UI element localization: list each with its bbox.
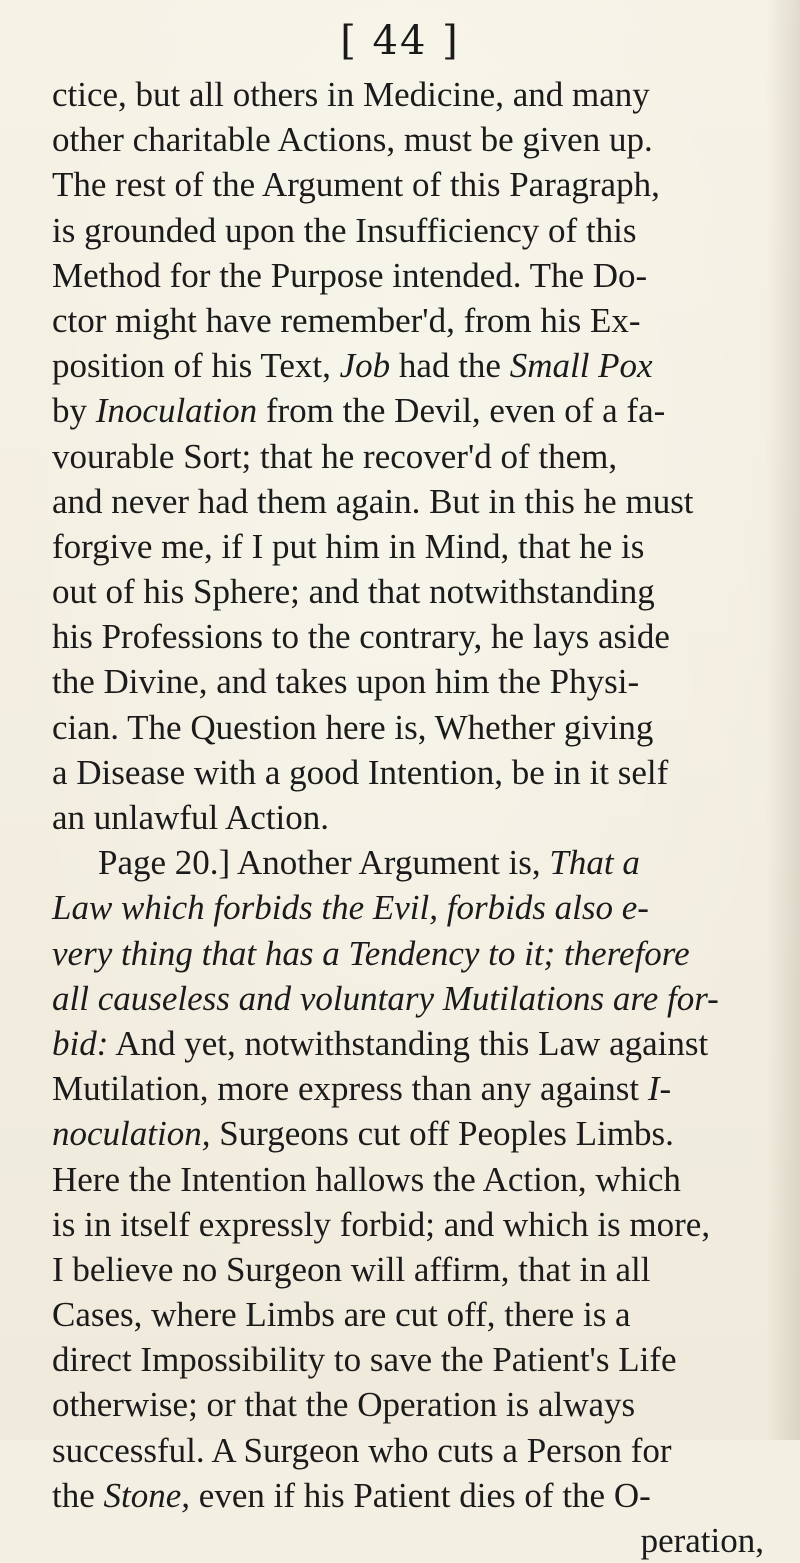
italic-text: noculation,	[52, 1114, 211, 1154]
text-line: very thing that has a Tendency to it; therefore	[52, 933, 690, 973]
italic-text: bid:	[52, 1023, 109, 1063]
text-line: ctice, but all others in Medicine, and many	[52, 75, 650, 114]
text-line: cian. The Question here is, Whether giving	[52, 707, 654, 747]
italic-text: I-	[647, 1069, 672, 1109]
text-segment: Mutilation, more express than any against	[52, 1069, 640, 1109]
text-segment: had the	[398, 346, 501, 386]
text-line: Method for the Purpose intended. The Do-	[52, 255, 648, 295]
text-line	[52, 343, 794, 388]
italic-text: That a	[549, 843, 640, 883]
text-line: is in itself expressly forbid; and which is more,	[52, 1204, 711, 1244]
text-line: ctor might have remember'd, from his Ex-	[52, 300, 641, 340]
text-line: Cases, where Limbs are cut off, there is a	[52, 1295, 631, 1335]
italic-text: Inoculation	[95, 391, 258, 431]
text-line: is grounded upon the Insufficiency of this	[52, 210, 637, 250]
text-line: The rest of the Argument of this Paragraph,	[52, 165, 660, 205]
page-number: [ 44 ]	[340, 18, 460, 64]
text-line: Law which forbids the Evil, forbids also e-	[52, 888, 649, 928]
text-line: and never had them again. But in this he must	[52, 481, 694, 521]
text-segment: even if his Patient dies of the O-	[198, 1475, 651, 1515]
text-segment: position of his Text,	[52, 346, 331, 386]
text-segment: from the Devil, even of a fa-	[265, 391, 666, 431]
text-line	[52, 1021, 794, 1066]
text-line: I believe no Surgeon will affirm, that in all	[52, 1249, 651, 1289]
text-line	[52, 1473, 794, 1518]
text-line: direct Impossibility to save the Patient's Life	[52, 1340, 677, 1380]
text-line: vourable Sort; that he recover'd of them,	[52, 436, 618, 476]
text-segment: by	[52, 391, 87, 431]
text-line: out of his Sphere; and that notwithstanding	[52, 572, 655, 612]
italic-text: Small Pox	[509, 346, 653, 386]
text-line: other charitable Actions, must be given up.	[52, 120, 653, 160]
text-line: his Professions to the contrary, he lays aside	[52, 617, 670, 657]
text-line: Here the Intention hallows the Action, which	[52, 1159, 681, 1199]
text-segment: Surgeons cut off Peoples Limbs.	[219, 1114, 674, 1154]
text-segment: And yet, notwithstanding this Law against	[115, 1023, 709, 1063]
text-line: an unlawful Action.	[52, 798, 330, 837]
text-segment: the	[52, 1475, 95, 1515]
text-line: all causeless and voluntary Mutilations are for-	[52, 978, 719, 1018]
text-segment: Page 20.] Another Argument is,	[98, 843, 541, 883]
text-line: the Divine, and takes upon him the Physi-	[52, 662, 640, 702]
body-text	[52, 72, 794, 1563]
italic-text: Stone,	[103, 1475, 191, 1515]
catchword: peration,	[640, 1521, 764, 1560]
text-line: a Disease with a good Intention, be in it self	[52, 752, 669, 792]
text-line	[52, 1111, 794, 1156]
text-line: successful. A Surgeon who cuts a Person for	[52, 1430, 672, 1470]
text-line	[52, 840, 794, 885]
italic-text: Job	[339, 346, 391, 386]
text-line: forgive me, if I put him in Mind, that he is	[52, 526, 645, 566]
text-line: otherwise; or that the Operation is always	[52, 1385, 636, 1425]
text-line	[52, 1066, 794, 1111]
text-line	[52, 388, 794, 433]
